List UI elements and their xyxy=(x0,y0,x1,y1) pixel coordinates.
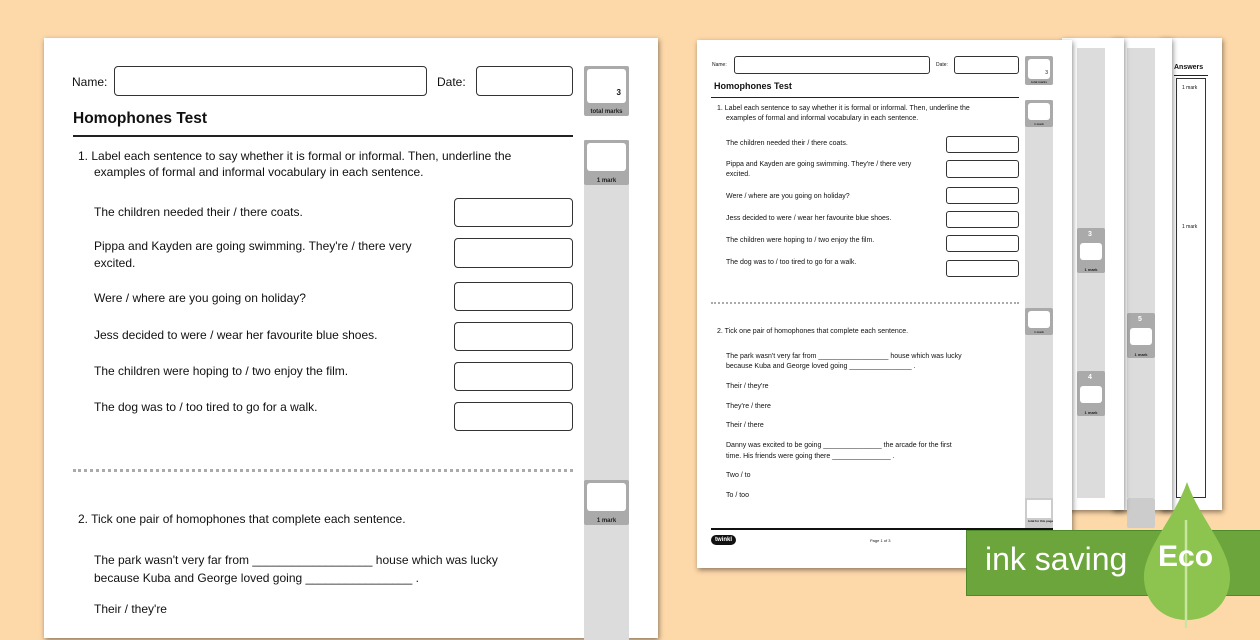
mark-label: 1 mark xyxy=(1034,122,1044,126)
page-number: Page 1 of 3 xyxy=(870,538,891,543)
answer-box[interactable] xyxy=(454,322,573,351)
mark-label: 1 mark xyxy=(1084,267,1098,272)
title-divider xyxy=(73,135,573,137)
q1-sentence: excited. xyxy=(726,171,751,178)
q2-sentence-line1: The park wasn't very far from __________________ house which was lucky xyxy=(94,553,498,567)
q2-sentence-line2: because Kuba and George loved going ________________ . xyxy=(94,571,419,585)
name-field[interactable] xyxy=(114,66,427,96)
q1-sentence: Pippa and Kayden are going swimming. They're / there very xyxy=(94,239,412,253)
mark-box xyxy=(1077,371,1105,416)
q1-instruction-line1: 1. Label each sentence to say whether it is formal or informal. Then, underline the xyxy=(78,149,512,163)
q2-option[interactable]: Two / to xyxy=(726,472,751,479)
q2-sentence-line1: The park wasn't very far from __________________ house which was lucky xyxy=(726,353,962,360)
name-label: Name: xyxy=(72,75,108,89)
answer-box[interactable] xyxy=(946,260,1019,277)
q1-sentence: The dog was to / too tired to go for a walk. xyxy=(94,400,318,414)
q2-instruction: 2. Tick one pair of homophones that complete each sentence. xyxy=(717,328,909,335)
q1-sentence: The children needed their / there coats. xyxy=(94,205,303,219)
mark-label: 1 mark xyxy=(1084,410,1098,415)
mark-box-q2 xyxy=(584,480,629,525)
answers-box xyxy=(1176,78,1206,498)
q2-option[interactable]: Their / there xyxy=(726,422,764,429)
q1-instruction-line2: examples of formal and informal vocabulary in each sentence. xyxy=(94,165,424,179)
total-marks-value: 3 xyxy=(616,88,621,97)
q1-sentence: excited. xyxy=(94,256,136,270)
q1-sentence: Were / where are you going on holiday? xyxy=(94,291,306,305)
answer-box[interactable] xyxy=(454,282,573,311)
q1-sentence: Pippa and Kayden are going swimming. They're / there very xyxy=(726,161,912,168)
mark-label: 1 mark xyxy=(1182,224,1198,230)
worksheet-page-1-preview xyxy=(697,40,1072,568)
eco-label: Eco xyxy=(1158,540,1214,573)
page-total-box xyxy=(1025,498,1053,528)
q1-sentence: The children needed their / there coats. xyxy=(726,140,848,147)
date-label: Date: xyxy=(936,62,948,68)
q1-sentence: Were / where are you going on holiday? xyxy=(726,193,850,200)
answer-box[interactable] xyxy=(454,238,573,268)
mark-box xyxy=(1127,313,1155,358)
date-field[interactable] xyxy=(954,56,1019,74)
answer-box[interactable] xyxy=(946,160,1019,178)
q2-option[interactable]: To / too xyxy=(726,492,749,499)
answer-box[interactable] xyxy=(946,187,1019,204)
q1-instruction-line1: 1. Label each sentence to say whether it is formal or informal. Then, underline the xyxy=(717,105,970,112)
twinkl-logo: twinkl xyxy=(711,535,736,545)
ink-saving-label: ink saving xyxy=(985,541,1128,577)
date-field[interactable] xyxy=(476,66,573,96)
q2-sentence-line1: Danny was excited to be going _______________ the arcade for the first xyxy=(726,442,952,449)
q2-option[interactable]: They're / there xyxy=(726,403,771,410)
total-marks-box xyxy=(584,66,629,116)
worksheet-page-large xyxy=(44,38,658,638)
section-divider xyxy=(73,469,573,472)
mark-label: 1 mark xyxy=(1182,85,1198,91)
page-title: Homophones Test xyxy=(73,110,208,127)
total-marks-label: total marks xyxy=(1030,80,1047,84)
mark-box-q1 xyxy=(584,140,629,185)
page-title: Homophones Test xyxy=(714,81,792,91)
name-label: Name: xyxy=(712,62,727,68)
q2-option[interactable]: Their / they're xyxy=(94,602,167,616)
answer-box[interactable] xyxy=(946,136,1019,153)
q1-sentence: The dog was to / too tired to go for a walk. xyxy=(726,259,857,266)
marks-column xyxy=(1025,100,1053,500)
q1-sentence: Jess decided to were / wear her favourite blue shoes. xyxy=(94,328,378,342)
answer-box[interactable] xyxy=(454,198,573,227)
q1-sentence: The children were hoping to / two enjoy the film. xyxy=(726,237,875,244)
mark-label: 1 mark xyxy=(596,178,617,184)
q1-sentence: Jess decided to were / wear her favourite blue shoes. xyxy=(726,215,892,222)
mark-label: 1 mark xyxy=(1034,330,1044,334)
q2-sentence-line2: because Kuba and George loved going ________________ . xyxy=(726,363,916,370)
answer-box[interactable] xyxy=(454,362,573,391)
date-label: Date: xyxy=(437,75,466,89)
question-number: 3 xyxy=(1088,231,1092,238)
q2-sentence-line2: time. His friends were going there _______________ . xyxy=(726,453,895,460)
answers-title: Answers xyxy=(1174,64,1204,71)
total-marks-label: total marks xyxy=(590,109,623,115)
question-number: 5 xyxy=(1138,316,1142,323)
q1-sentence: The children were hoping to / two enjoy the film. xyxy=(94,364,349,378)
marks-column xyxy=(584,140,629,640)
answer-box[interactable] xyxy=(454,402,573,431)
total-marks-value: 3 xyxy=(1045,70,1048,76)
mark-label: 1 mark xyxy=(596,518,617,524)
question-number: 4 xyxy=(1088,374,1092,381)
name-field[interactable] xyxy=(734,56,930,74)
answer-box[interactable] xyxy=(946,211,1019,228)
q2-option[interactable]: Their / they're xyxy=(726,383,769,390)
total-marks-box xyxy=(1025,56,1053,85)
mark-box xyxy=(1077,228,1105,273)
mark-label: 1 mark xyxy=(1134,352,1148,357)
answer-box[interactable] xyxy=(946,235,1019,252)
page-total-label: total for this page xyxy=(1028,519,1054,523)
q1-instruction-line2: examples of formal and informal vocabulary in each sentence. xyxy=(726,115,919,122)
q2-instruction: 2. Tick one pair of homophones that complete each sentence. xyxy=(78,512,406,526)
